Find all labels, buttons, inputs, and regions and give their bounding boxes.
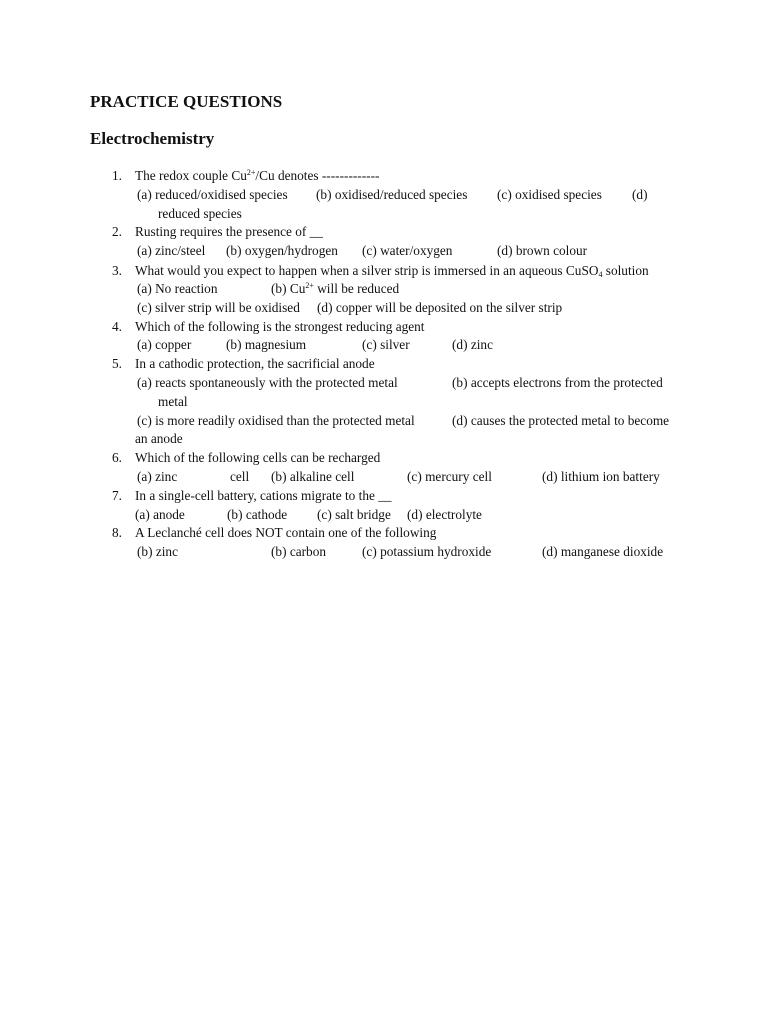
question-number: 1. bbox=[112, 168, 122, 183]
option: (d) copper will be deposited on the silver strip bbox=[317, 300, 563, 315]
option: (b) zinc bbox=[137, 544, 178, 559]
question-text: What would you expect to happen when a silver strip is immersed in an aqueous CuSO$_4$ solution bbox=[135, 263, 649, 279]
question-text: Rusting requires the presence of __ bbox=[135, 224, 323, 239]
option: (c) potassium hydroxide bbox=[362, 544, 492, 559]
option: (d) electrolyte bbox=[407, 507, 482, 522]
option: (a) anode bbox=[135, 507, 185, 522]
option: (a) No reaction bbox=[137, 281, 218, 296]
question-text: Which of the following is the strongest reducing agent bbox=[135, 319, 425, 334]
option-continuation: metal bbox=[158, 394, 188, 409]
option: (a) zinc bbox=[137, 469, 178, 484]
option: (c) silver strip will be oxidised bbox=[137, 300, 300, 315]
question-text: Which of the following cells can be recharged bbox=[135, 450, 381, 465]
option: (d) manganese dioxide bbox=[542, 544, 664, 559]
option: (d) lithium ion battery bbox=[542, 469, 660, 484]
option: (a) reacts spontaneously with the protected metal bbox=[137, 375, 398, 390]
question-number: 2. bbox=[112, 224, 122, 239]
option: (b) $Cu^{2+}$ will be reduced bbox=[271, 281, 400, 296]
option: (c) is more readily oxidised than the protected metal bbox=[137, 413, 415, 428]
option: cell bbox=[230, 469, 250, 484]
option: (c) mercury cell bbox=[407, 469, 492, 484]
option: (c) silver bbox=[362, 337, 410, 352]
option: (c) water/oxygen bbox=[362, 243, 453, 258]
option: (c) salt bridge bbox=[317, 507, 391, 522]
option: (c) oxidised species bbox=[497, 187, 602, 202]
option: (d) zinc bbox=[452, 337, 493, 352]
option: (d) bbox=[632, 187, 648, 202]
option: (b) alkaline cell bbox=[271, 469, 355, 484]
option: (a) reduced/oxidised species bbox=[137, 187, 288, 202]
option-continuation: an anode bbox=[135, 431, 183, 446]
question-text: In a single-cell battery, cations migrate to the __ bbox=[135, 488, 392, 503]
option: (b) oxygen/hydrogen bbox=[226, 243, 338, 258]
question-number: 8. bbox=[112, 525, 122, 540]
section-title: Electrochemistry bbox=[90, 129, 215, 148]
question-number: 6. bbox=[112, 450, 122, 465]
question-number: 4. bbox=[112, 319, 122, 334]
question-text: In a cathodic protection, the sacrificial anode bbox=[135, 356, 375, 371]
option: (b) magnesium bbox=[226, 337, 307, 352]
option: (d) causes the protected metal to become bbox=[452, 413, 670, 428]
question-text: A Leclanché cell does NOT contain one of the following bbox=[135, 525, 437, 540]
page-title: PRACTICE QUESTIONS bbox=[90, 92, 283, 111]
question-number: 3. bbox=[112, 263, 122, 278]
option-continuation: reduced species bbox=[158, 206, 242, 221]
option: (b) cathode bbox=[227, 507, 288, 522]
option: (b) accepts electrons from the protected bbox=[452, 375, 663, 390]
option: (a) zinc/steel bbox=[137, 243, 206, 258]
option: (d) brown colour bbox=[497, 243, 588, 258]
question-number: 5. bbox=[112, 356, 122, 371]
question-number: 7. bbox=[112, 488, 122, 503]
question-text: The redox couple $Cu^{2+}/Cu$ denotes ------------- bbox=[135, 168, 380, 183]
option: (a) copper bbox=[137, 337, 192, 352]
option: (b) oxidised/reduced species bbox=[316, 187, 468, 202]
option: (b) carbon bbox=[271, 544, 327, 559]
